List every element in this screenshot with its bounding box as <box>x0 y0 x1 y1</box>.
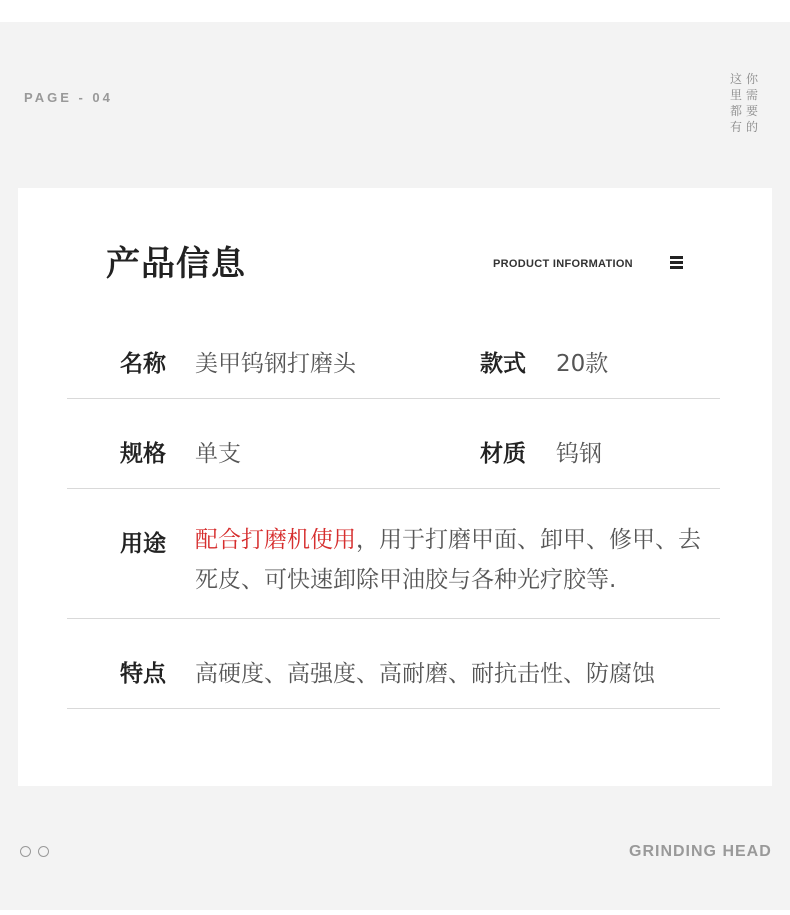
value-style: 20款 <box>556 351 609 377</box>
page-label: PAGE - 04 <box>24 90 113 105</box>
label-features: 特点 <box>120 661 166 687</box>
value-material: 钨钢 <box>556 441 602 467</box>
tagline-char: 里 <box>730 88 743 102</box>
footer-text: GRINDING HEAD <box>629 843 772 856</box>
label-style: 款式 <box>480 351 526 377</box>
value-usage <box>195 520 715 600</box>
card-subtitle: PRODUCT INFORMATION <box>493 258 633 270</box>
value-features: 高硬度、高强度、高耐磨、耐抗击性、防腐蚀 <box>195 661 655 687</box>
tagline-char: 都 <box>730 104 743 118</box>
label-spec: 规格 <box>120 441 166 467</box>
menu-icon <box>670 256 683 269</box>
tagline-char: 这 <box>730 72 743 86</box>
label-material: 材质 <box>480 441 526 467</box>
circle-dots-icon <box>20 842 56 861</box>
tagline-char: 你 <box>746 72 759 86</box>
value-spec: 单支 <box>195 441 241 467</box>
tagline-char: 要 <box>746 104 759 118</box>
label-name: 名称 <box>120 351 166 377</box>
tagline <box>728 72 764 136</box>
tagline-char: 需 <box>746 88 759 102</box>
usage-highlight: 配合打磨机使用 <box>195 527 356 553</box>
usage-rest: ，用于打磨甲面、卸甲、修甲、去死皮、可快速卸除甲油胶与各种光疗胶等. <box>195 527 701 593</box>
product-info-card <box>18 188 772 786</box>
tagline-char: 的 <box>746 120 759 134</box>
tagline-char: 有 <box>730 120 743 134</box>
card-title: 产品信息 <box>106 244 246 284</box>
value-name: 美甲钨钢打磨头 <box>195 351 356 377</box>
label-usage: 用途 <box>120 531 166 557</box>
